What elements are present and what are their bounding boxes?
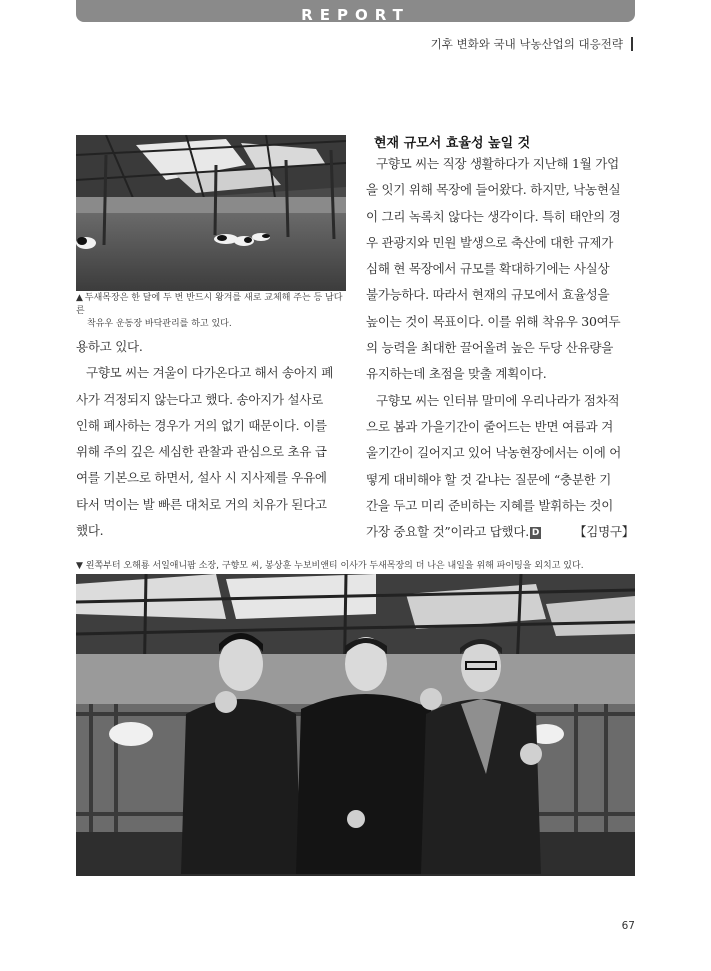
text-line: 구향모 씨는 인터뷰 말미에 우리나라가 점차적 bbox=[376, 392, 620, 408]
text-line: 이 그리 녹록치 않다는 생각이다. 특히 태안의 경 bbox=[366, 208, 621, 224]
text-line: 구향모 씨는 겨울이 다가온다고 해서 송아지 폐 bbox=[86, 365, 334, 381]
text-line: 의 능력을 최대한 끌어올려 높은 두당 산유량을 bbox=[366, 340, 614, 356]
text-line: 불가능하다. 따라서 현재의 규모에서 효율성을 bbox=[366, 287, 610, 303]
top-photo-caption bbox=[76, 292, 348, 331]
barn-cows-photo bbox=[76, 135, 346, 291]
page-number: 67 bbox=[621, 920, 635, 932]
top-caption-line-2: 착유우 운동장 바닥관리를 하고 있다. bbox=[87, 319, 232, 329]
bottom-photo-caption bbox=[76, 558, 636, 571]
barn-cows-illustration bbox=[76, 135, 346, 291]
article-end-mark-icon: D bbox=[531, 528, 540, 539]
text-line: 타서 먹이는 발 빠른 대처로 거의 치유가 된다고 bbox=[76, 496, 327, 512]
closing-line bbox=[366, 519, 634, 545]
right-column-text bbox=[366, 151, 636, 545]
caption-triangle-up-icon: ▲ bbox=[76, 293, 83, 303]
caption-triangle-down-icon: ▼ bbox=[76, 561, 83, 571]
report-banner: REPORT bbox=[76, 0, 635, 22]
running-head: 기후 변화와 국내 낙농산업의 대응전략 bbox=[431, 37, 633, 51]
text-line: 심해 현 목장에서 규모를 확대하기에는 사실상 bbox=[366, 261, 610, 277]
text-line: 사가 걱정되지 않는다고 했다. 송아지가 설사로 bbox=[76, 391, 324, 407]
text-line: 울기간이 길어지고 있어 낙농현장에서는 이에 어 bbox=[366, 445, 622, 461]
text-line: 으로 봄과 가을기간이 줄어드는 반면 여름과 겨 bbox=[366, 418, 614, 434]
top-caption-line-1: 두새목장은 한 달에 두 번 반드시 왕겨를 새로 교체해 주는 등 남다른 bbox=[76, 293, 343, 316]
byline: 【김명구】 bbox=[574, 524, 634, 540]
text-line: 위해 주의 깊은 세심한 관찰과 관심으로 초유 급 bbox=[76, 444, 327, 460]
text-line: 구향모 씨는 직장 생활하다가 지난해 1월 가업 bbox=[376, 156, 619, 171]
text-line: 여를 기본으로 하면서, 설사 시 지사제를 우유에 bbox=[76, 470, 327, 486]
text-line: 떻게 대비해야 할 것 같냐는 질문에 “충분한 기 bbox=[366, 471, 612, 487]
text-line: 용하고 있다. bbox=[76, 339, 143, 354]
three-men-photo bbox=[76, 574, 635, 876]
three-men-illustration bbox=[76, 574, 635, 876]
text-line: 유지하는데 초점을 맞출 계획이다. bbox=[366, 366, 547, 382]
text-line: 간을 두고 미리 준비하는 지혜를 발휘하는 것이 bbox=[366, 497, 614, 513]
text-line: 했다. bbox=[76, 523, 104, 539]
text-line: 우 관광지와 민원 발생으로 축산에 대한 규제가 bbox=[366, 234, 614, 250]
text-line: 을 잇기 위해 목장에 들어왔다. 하지만, 낙농현실 bbox=[366, 182, 621, 198]
text-line: 높이는 것이 목표이다. 이를 위해 착유우 30여두 bbox=[366, 313, 621, 329]
closing-text bbox=[366, 519, 541, 545]
last-line: 가장 중요할 것”이라고 답했다. bbox=[366, 524, 529, 540]
section-subheading: 현재 규모서 효율성 높일 것 bbox=[374, 136, 531, 151]
bottom-caption-text: 왼쪽부터 오해룡 서일애니팜 소장, 구향모 씨, 봉상훈 누보비앤티 이사가 두새목장의 더 나은 내일을 위해 파이팅을 외치고 있다. bbox=[85, 561, 584, 571]
text-line: 인해 폐사하는 경우가 거의 없기 때문이다. 이를 bbox=[76, 417, 327, 433]
left-column-text bbox=[76, 334, 348, 544]
